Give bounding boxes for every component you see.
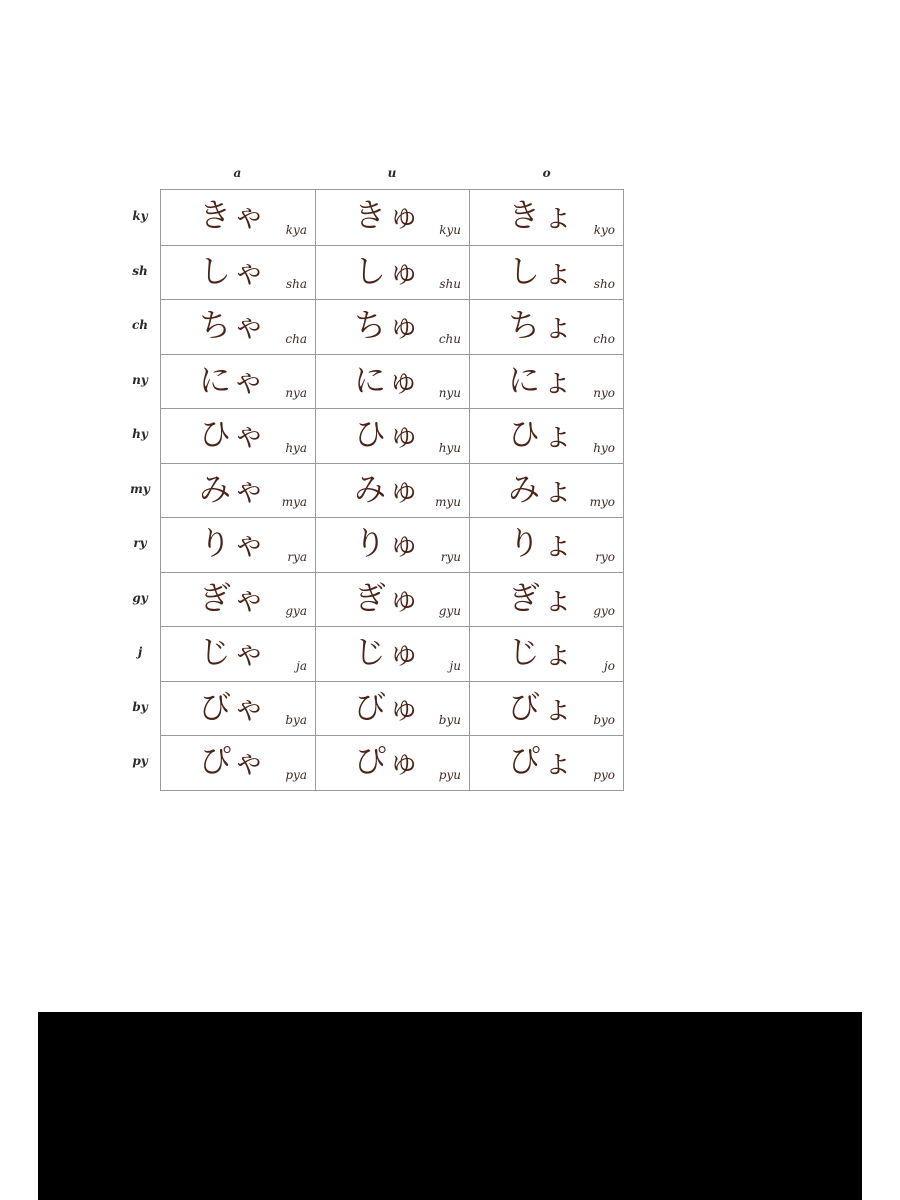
kana-cell-pya [161, 736, 315, 790]
kana-cell-cho [469, 300, 623, 354]
romaji-label: gyu [438, 604, 461, 618]
column-header-u: u [387, 166, 397, 180]
kana-cell-byu [315, 682, 469, 736]
kana-glyph: りゅ [354, 524, 423, 562]
romaji-label: pyu [438, 767, 461, 782]
kana-cell-hyu [315, 409, 469, 463]
kana-glyph: ぎゃ [199, 578, 268, 617]
kana-glyph: きゅ [354, 196, 423, 234]
row-label-ch: ch [131, 318, 149, 332]
romaji-label: nyu [438, 386, 461, 400]
kana-cell-kyo [469, 190, 623, 245]
romaji-label: pyo [593, 767, 615, 782]
romaji-label: pya [285, 767, 307, 782]
kana-cell-mya [161, 464, 315, 518]
romaji-label: byo [593, 713, 615, 727]
kana-cell-ryu [315, 518, 469, 572]
kana-cell-kya [161, 190, 315, 245]
table-row [161, 190, 623, 245]
kana-cell-pyu [315, 736, 469, 790]
table-row [161, 517, 623, 572]
kana-glyph: ひゃ [199, 415, 268, 453]
kana-glyph: じゃ [199, 633, 268, 671]
romaji-label: byu [438, 713, 461, 727]
romaji-label: shu [439, 277, 461, 291]
row-label-my: my [130, 481, 150, 496]
kana-glyph: ぴゃ [199, 742, 268, 780]
kana-cell-gyo [469, 573, 623, 627]
kana-cell-ju [315, 627, 469, 681]
kana-glyph: ひゅ [354, 415, 423, 453]
romaji-label: hyo [593, 440, 615, 455]
kana-cell-pyo [469, 736, 623, 790]
romaji-label: nya [285, 386, 307, 400]
kana-glyph: しゅ [354, 251, 423, 290]
kana-glyph: みょ [508, 469, 577, 508]
column-header-a: a [233, 166, 242, 180]
row-label-by: by [132, 699, 148, 714]
kana-glyph: みゅ [354, 469, 423, 508]
kana-glyph: ぴょ [508, 742, 577, 780]
row-label-gy: gy [132, 590, 148, 605]
table-row [161, 572, 623, 627]
kana-cell-myo [469, 464, 623, 518]
romaji-label: gyo [593, 604, 615, 618]
table-row [161, 245, 623, 300]
kana-cell-sha [161, 246, 315, 300]
romaji-label: ryu [440, 549, 461, 564]
romaji-label: ju [449, 658, 461, 673]
kana-cell-kyu [315, 190, 469, 245]
kana-glyph: しょ [508, 251, 577, 290]
kana-glyph: ちょ [508, 306, 577, 344]
kana-glyph: きゃ [199, 196, 268, 234]
romaji-label: kyo [593, 222, 615, 237]
column-headers [160, 166, 624, 186]
romaji-label: rya [287, 549, 307, 564]
kana-cell-nya [161, 355, 315, 409]
romaji-label: myo [589, 495, 615, 509]
kana-glyph: ひょ [508, 415, 577, 453]
kana-glyph: きょ [508, 196, 577, 234]
romaji-label: ryo [595, 549, 615, 564]
kana-glyph: びょ [508, 687, 577, 726]
row-label-j: j [137, 645, 143, 659]
kana-glyph: ぎゅ [354, 578, 423, 617]
row-label-ry: ry [133, 536, 147, 550]
kana-glyph: じゅ [354, 633, 423, 671]
kana-cell-bya [161, 682, 315, 736]
kana-cell-cha [161, 300, 315, 354]
column-header-o: o [542, 166, 551, 180]
kana-cell-jo [469, 627, 623, 681]
table-row [161, 408, 623, 463]
kana-cell-rya [161, 518, 315, 572]
kana-glyph: にゃ [199, 360, 267, 399]
kana-glyph: びゃ [199, 687, 268, 726]
kana-cell-ja [161, 627, 315, 681]
romaji-label: gya [285, 604, 307, 618]
kana-cell-nyu [315, 355, 469, 409]
kana-glyph: ちゃ [199, 306, 268, 344]
row-label-hy: hy [132, 427, 148, 441]
romaji-label: sho [593, 277, 615, 291]
romaji-label: kyu [439, 222, 461, 237]
kana-cell-myu [315, 464, 469, 518]
kana-glyph: ちゅ [354, 306, 423, 344]
kana-cell-chu [315, 300, 469, 354]
kana-cell-gya [161, 573, 315, 627]
romaji-label: kya [285, 222, 307, 237]
kana-glyph: じょ [508, 633, 577, 671]
kana-cell-byo [469, 682, 623, 736]
romaji-label: myu [435, 495, 461, 509]
kana-glyph: りょ [508, 524, 577, 562]
romaji-label: ja [296, 658, 307, 673]
row-label-sh: sh [132, 263, 148, 278]
kana-cell-nyo [469, 355, 623, 409]
kana-glyph: びゅ [354, 687, 423, 726]
kana-cell-shu [315, 246, 469, 300]
kana-cell-sho [469, 246, 623, 300]
kana-glyph: みゃ [199, 469, 268, 508]
romaji-label: sha [285, 277, 307, 291]
romaji-label: cho [593, 331, 615, 346]
kana-glyph: にょ [508, 360, 576, 399]
romaji-label: hya [285, 440, 307, 455]
romaji-label: hyu [438, 440, 461, 455]
romaji-label: cha [285, 331, 307, 346]
table-row [161, 681, 623, 736]
kana-cell-hya [161, 409, 315, 463]
table-row [161, 299, 623, 354]
yoon-kana-table [160, 189, 624, 791]
table-row [161, 735, 623, 790]
kana-glyph: ぎょ [508, 578, 577, 617]
romaji-label: chu [438, 331, 461, 346]
row-labels [120, 189, 160, 789]
row-label-ky: ky [132, 209, 148, 223]
kana-glyph: にゅ [354, 360, 422, 399]
kana-glyph: しゃ [199, 251, 268, 290]
row-label-py: py [132, 754, 148, 768]
table-row [161, 626, 623, 681]
romaji-label: jo [604, 658, 615, 673]
kana-glyph: りゃ [199, 524, 268, 562]
black-band [38, 1012, 862, 1200]
row-label-ny: ny [132, 372, 148, 387]
kana-glyph: ぴゅ [354, 742, 423, 780]
kana-cell-ryo [469, 518, 623, 572]
romaji-label: mya [281, 495, 307, 509]
kana-cell-gyu [315, 573, 469, 627]
kana-cell-hyo [469, 409, 623, 463]
table-row [161, 463, 623, 518]
romaji-label: bya [285, 713, 307, 727]
romaji-label: nyo [593, 386, 615, 400]
table-row [161, 354, 623, 409]
